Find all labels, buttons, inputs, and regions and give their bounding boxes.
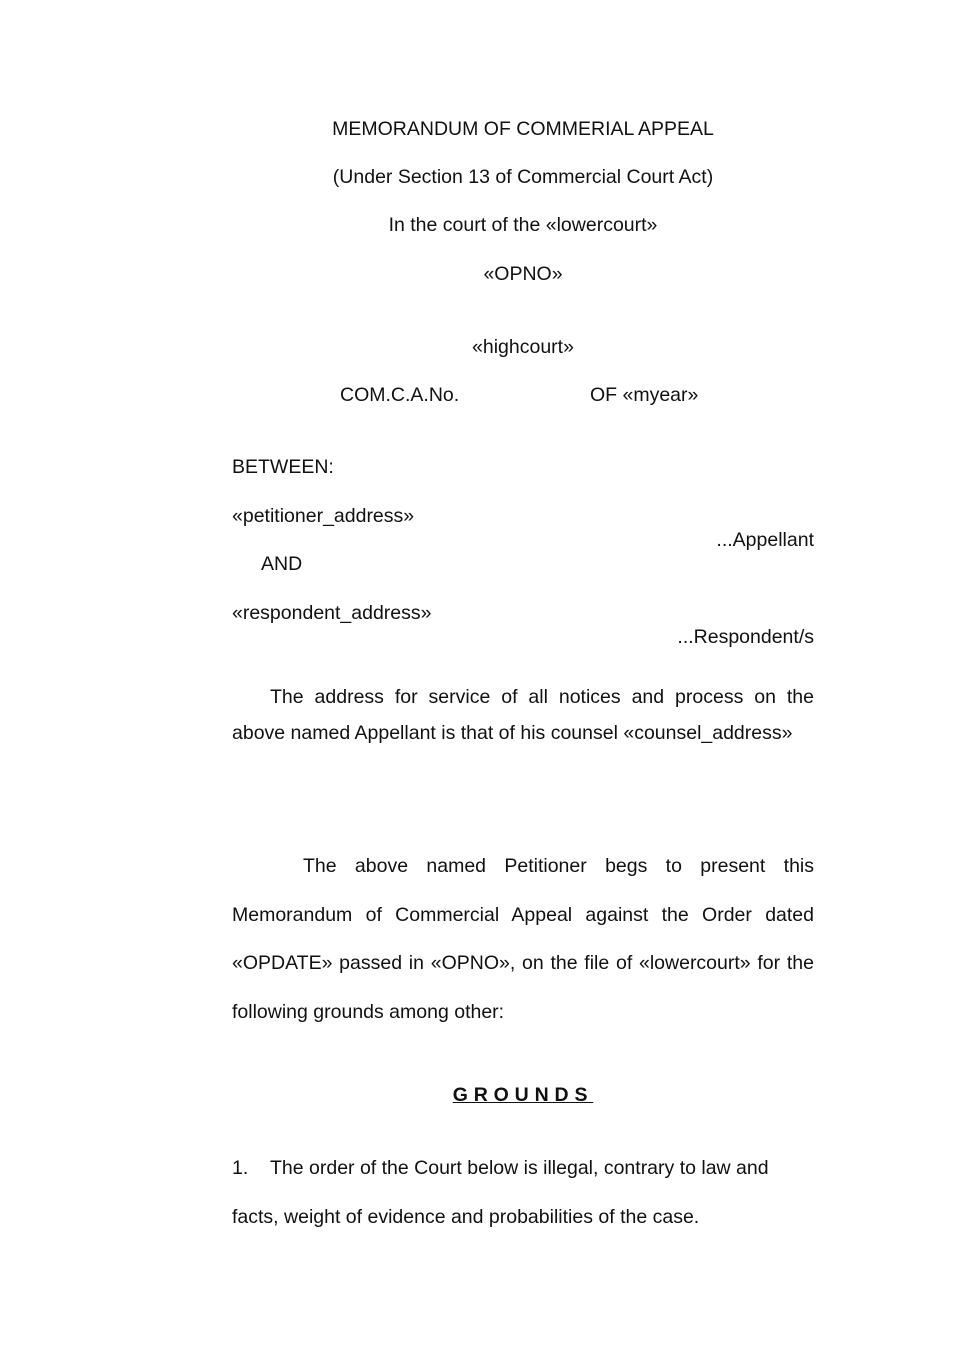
petitioner-address: «petitioner_address» bbox=[232, 505, 415, 527]
between-label: BETWEEN: bbox=[232, 456, 334, 478]
and-label: AND bbox=[261, 553, 303, 575]
ground-item-text: The order of the Court below is illegal, contrary to law and facts, weight of evidence and probabilities of the case. bbox=[232, 1157, 769, 1228]
highcourt-field: «highcourt» bbox=[472, 336, 574, 358]
appellant-label: ...Appellant bbox=[716, 529, 814, 551]
ground-item-number: 1. bbox=[232, 1157, 249, 1179]
respondent-address: «respondent_address» bbox=[232, 602, 432, 624]
document-subtitle: (Under Section 13 of Commercial Court Act) bbox=[332, 166, 714, 188]
case-number-label: COM.C.A.No. bbox=[340, 384, 460, 406]
ground-item bbox=[232, 1144, 814, 1242]
lower-court-line: In the court of the «lowercourt» bbox=[388, 214, 658, 236]
grounds-heading-wrap bbox=[232, 1083, 814, 1107]
grounds-heading: GROUNDS bbox=[452, 1084, 594, 1106]
presentation-paragraph: The above named Petitioner begs to present this Memorandum of Commercial Appeal against the Order dated «OPDATE» passed in «OPNO», on the file of «lowercourt» for the following grounds among other: bbox=[232, 855, 814, 1023]
service-address-paragraph: The address for service of all notices and process on the above named Appellant is that of his counsel «counsel_address» bbox=[232, 686, 814, 744]
opno-field: «OPNO» bbox=[483, 263, 563, 285]
respondent-label: ...Respondent/s bbox=[677, 626, 814, 648]
case-year-field: OF «myear» bbox=[590, 384, 699, 406]
document-title: MEMORANDUM OF COMMERIAL APPEAL bbox=[332, 118, 714, 140]
